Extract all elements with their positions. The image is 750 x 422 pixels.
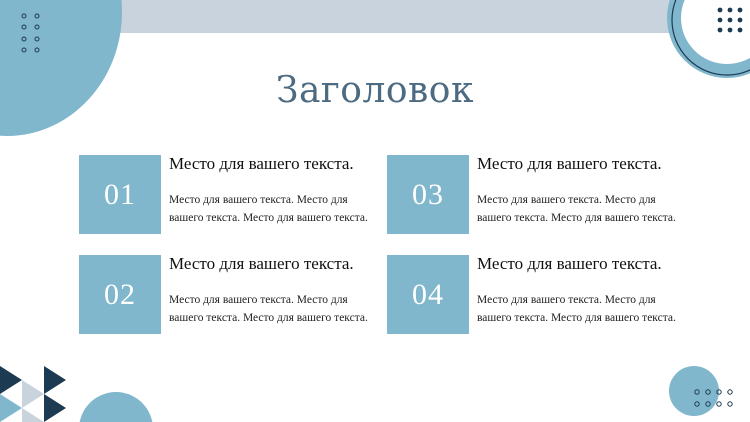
item-heading: Место для вашего текста. xyxy=(477,154,662,173)
item-text: Место для вашего текста. Место для вашего текста. Место для вашего текста. xyxy=(169,294,368,324)
item-text: Место для вашего текста. Место для вашего текста. Место для вашего текста. xyxy=(477,194,676,224)
list-item xyxy=(387,155,687,237)
list-item xyxy=(79,155,379,237)
top-bar-decoration xyxy=(118,0,674,33)
list-item xyxy=(387,255,687,337)
item-number: 03 xyxy=(387,155,469,234)
item-heading: Место для вашего текста. xyxy=(169,154,354,173)
slide-title: Заголовок xyxy=(276,70,474,111)
item-text: Место для вашего текста. Место для вашего текста. Место для вашего текста. xyxy=(477,294,676,324)
bottom-right-dot-grid-decoration xyxy=(692,386,742,412)
item-heading: Место для вашего текста. xyxy=(477,254,662,273)
item-number: 04 xyxy=(387,255,469,334)
item-text: Место для вашего текста. Место для вашего текста. Место для вашего текста. xyxy=(169,194,368,224)
bottom-left-circle-decoration xyxy=(79,392,153,422)
item-number: 01 xyxy=(79,155,161,234)
bottom-left-triangles-decoration xyxy=(0,366,70,422)
item-heading: Место для вашего текста. xyxy=(169,254,354,273)
top-left-dot-grid-decoration xyxy=(20,12,44,56)
list-item xyxy=(79,255,379,337)
top-left-circle-decoration xyxy=(0,0,122,136)
item-number: 02 xyxy=(79,255,161,334)
